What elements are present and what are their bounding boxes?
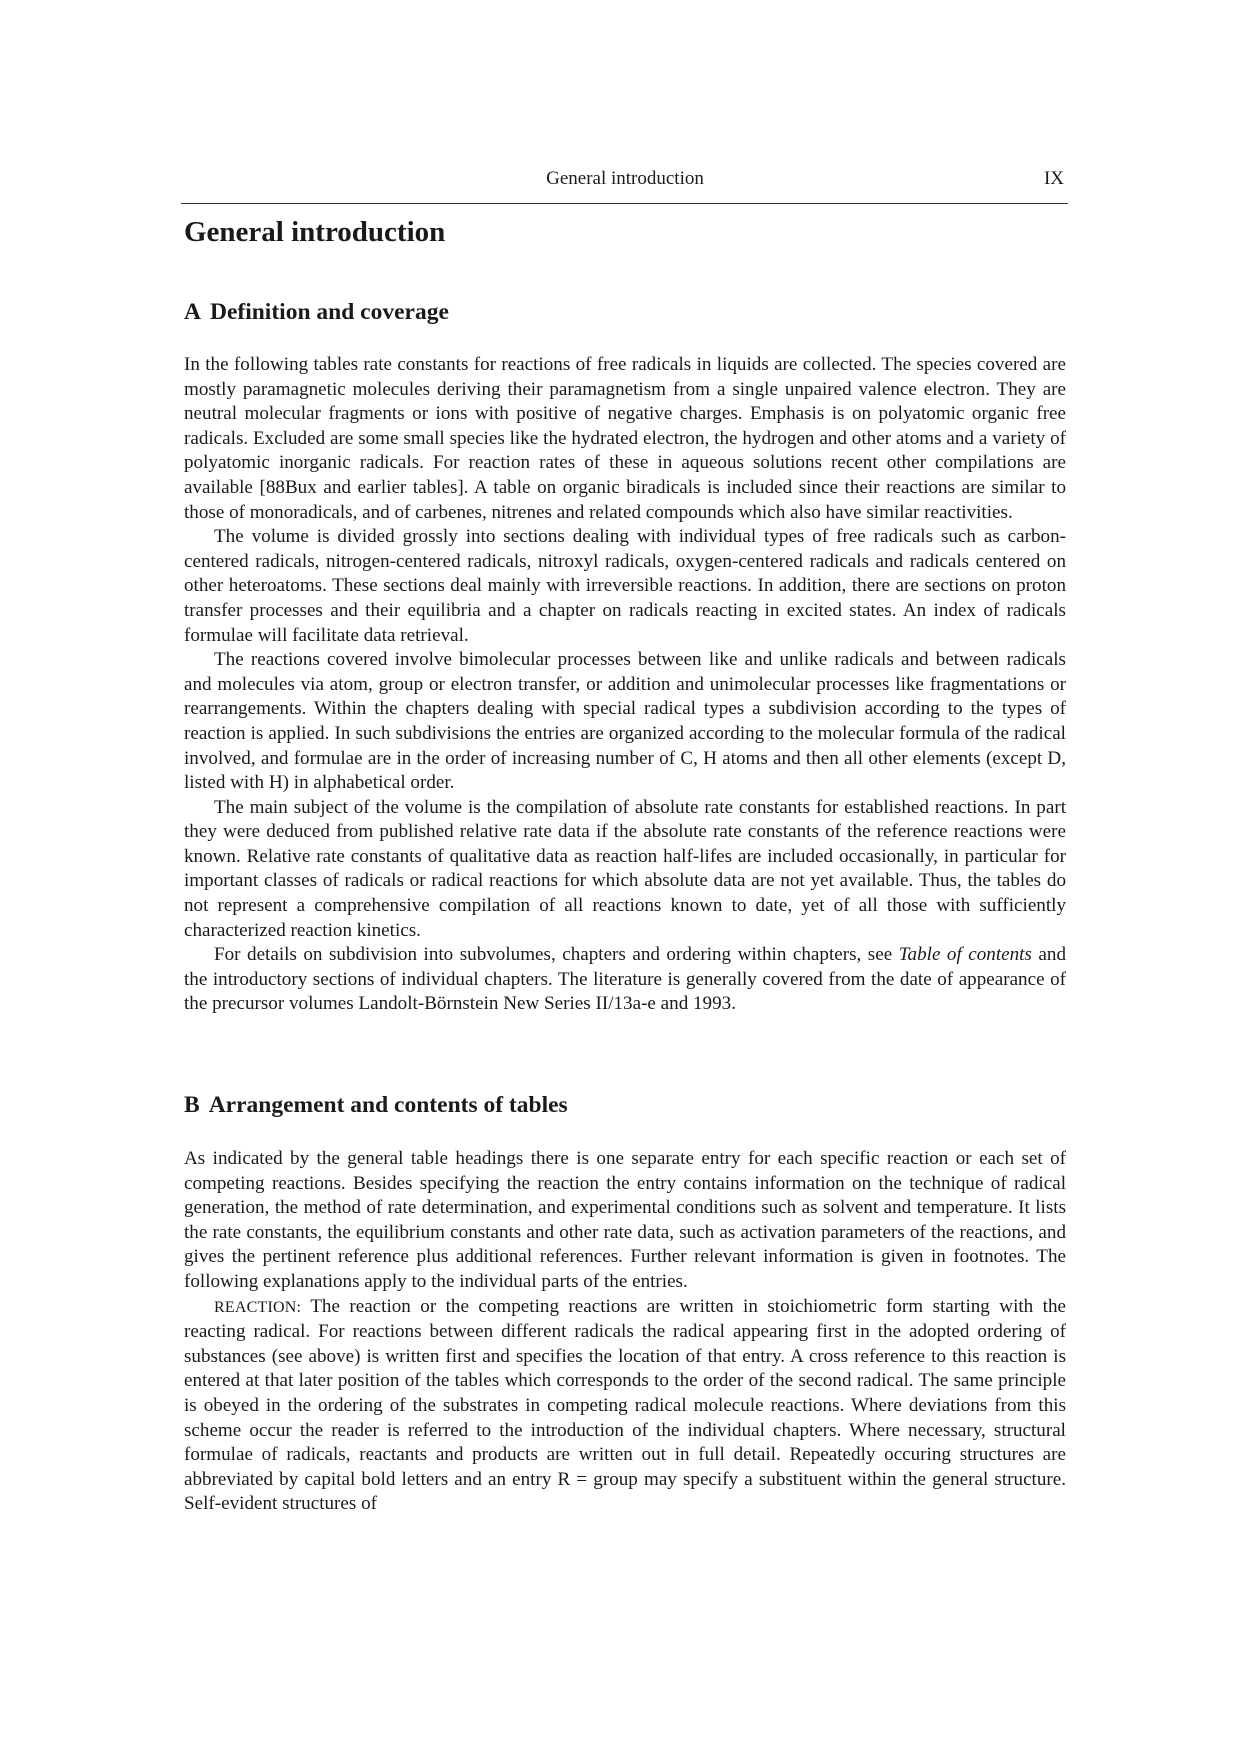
section-b-body	[184, 1147, 1066, 1517]
section-b-title: Arrangement and contents of tables	[208, 1092, 568, 1118]
section-a-paragraph-3: The reactions covered involve bimolecular processes between like and unlike radicals and between radicals and molecules via atom, group or electron transfer, or addition and unimolecular processes like fragmentations or rearrangements. Within the chapters dealing with special radical types a subdivision according to the types of reaction is applied. In such subdivisions the entries are organized according to the molecular formula of the radical involved, and formulae are in the order of increasing number of C, H atoms and then all other elements (except D, listed with H) in alphabetical order.	[184, 649, 1066, 794]
table-of-contents-reference: Table of contents	[898, 944, 1032, 966]
section-b-heading	[184, 1090, 568, 1120]
section-a-body	[184, 353, 1066, 1017]
chapter-title: General introduction	[184, 216, 446, 248]
page-number: IX	[1043, 168, 1064, 189]
section-a-heading	[184, 297, 449, 327]
running-head-title: General introduction	[546, 168, 704, 189]
running-head	[184, 166, 1066, 192]
section-a-paragraph-4: The main subject of the volume is the compilation of absolute rate constants for established reactions. In part they were deduced from published relative rate data if the absolute rate constants of the reference reactions were known. Relative rate constants of qualitative data as reaction half-lifes are included occasionally, in particular for important classes of radicals or radical reactions for which absolute data are not yet available. Thus, the tables do not represent a comprehensive compilation of all reactions known to date, yet of all those with sufficiently characterized reaction kinetics.	[184, 796, 1066, 941]
section-a-paragraph-5-start: For details on subdivision into subvolumes, chapters and ordering within chapters, see	[214, 944, 899, 966]
section-b-paragraph-2	[184, 1295, 1066, 1517]
section-a-paragraph-5-end: and the introductory sections of individual chapters. The literature is generally covered from the date of appearance of the precursor volumes Landolt-Börnstein New Series II/13a-e and 1993.	[184, 944, 1066, 1015]
section-a-paragraph-2: The volume is divided grossly into sections dealing with individual types of free radicals such as carbon-centered radicals, nitrogen-centered radicals, nitroxyl radicals, oxygen-centered radicals and radicals centered on other heteroatoms. These sections deal mainly with irreversible reactions. In addition, there are sections on proton transfer processes and their equilibria and a chapter on radicals reacting in excited states. An index of radicals formulae will facilitate data retrieval.	[184, 526, 1066, 646]
section-b-letter: B	[184, 1092, 200, 1118]
section-b-paragraph-1: As indicated by the general table headings there is one separate entry for each specific reaction or each set of competing reactions. Besides specifying the reaction the entry contains information on the technique of radical generation, the method of rate determination, and experimental conditions such as solvent and temperature. It lists the rate constants, the equilibrium constants and other rate data, such as activation parameters of the reactions, and gives the pertinent reference plus additional references. Further relevant information is given in footnotes. The following explanations apply to the individual parts of the entries.	[184, 1148, 1066, 1292]
section-a-title: Definition and coverage	[209, 299, 449, 325]
section-a-paragraph-1: In the following tables rate constants for reactions of free radicals in liquids are collected. The species covered are mostly paramagnetic molecules deriving their paramagnetism from a single unpaired valence electron. They are neutral molecular fragments or ions with positive of negative charges. Emphasis is on polyatomic organic free radicals. Excluded are some small species like the hydrated electron, the hydrogen and other atoms and a variety of polyatomic inorganic radicals. For reaction rates of these in aqueous solutions recent other compilations are available [88Bux and earlier tables]. A table on organic biradicals is included since their reactions are similar to those of monoradicals, and of carbenes, nitrenes and related compounds which also have similar reactivities.	[184, 354, 1066, 523]
section-a-paragraph-5	[184, 943, 1066, 1017]
section-b-paragraph-2-text: The reaction or the competing reactions are written in stoichiometric form starting with the reacting radical. For reactions between different radicals the radical appearing first in the adopted ordering of substances (see above) is written first and specifies the location of that entry. A cross reference to this reaction is entered at that later position of the tables which corresponds to the order of the second radical. The same principle is obeyed in the ordering of the substrates in competing radical molecule reactions. Where deviations from this scheme occur the reader is referred to the introduction of the individual chapters. Where necessary, structural formulae of radicals, reactants and products are written out in full detail. Repeatedly occuring structures are abbreviated by capital bold letters and an entry R = group may specify a substituent within the general structure. Self-evident structures of	[184, 1295, 1066, 1515]
reaction-term: REACTION:	[214, 1298, 302, 1316]
section-a-letter: A	[184, 299, 201, 325]
header-rule	[181, 203, 1068, 204]
